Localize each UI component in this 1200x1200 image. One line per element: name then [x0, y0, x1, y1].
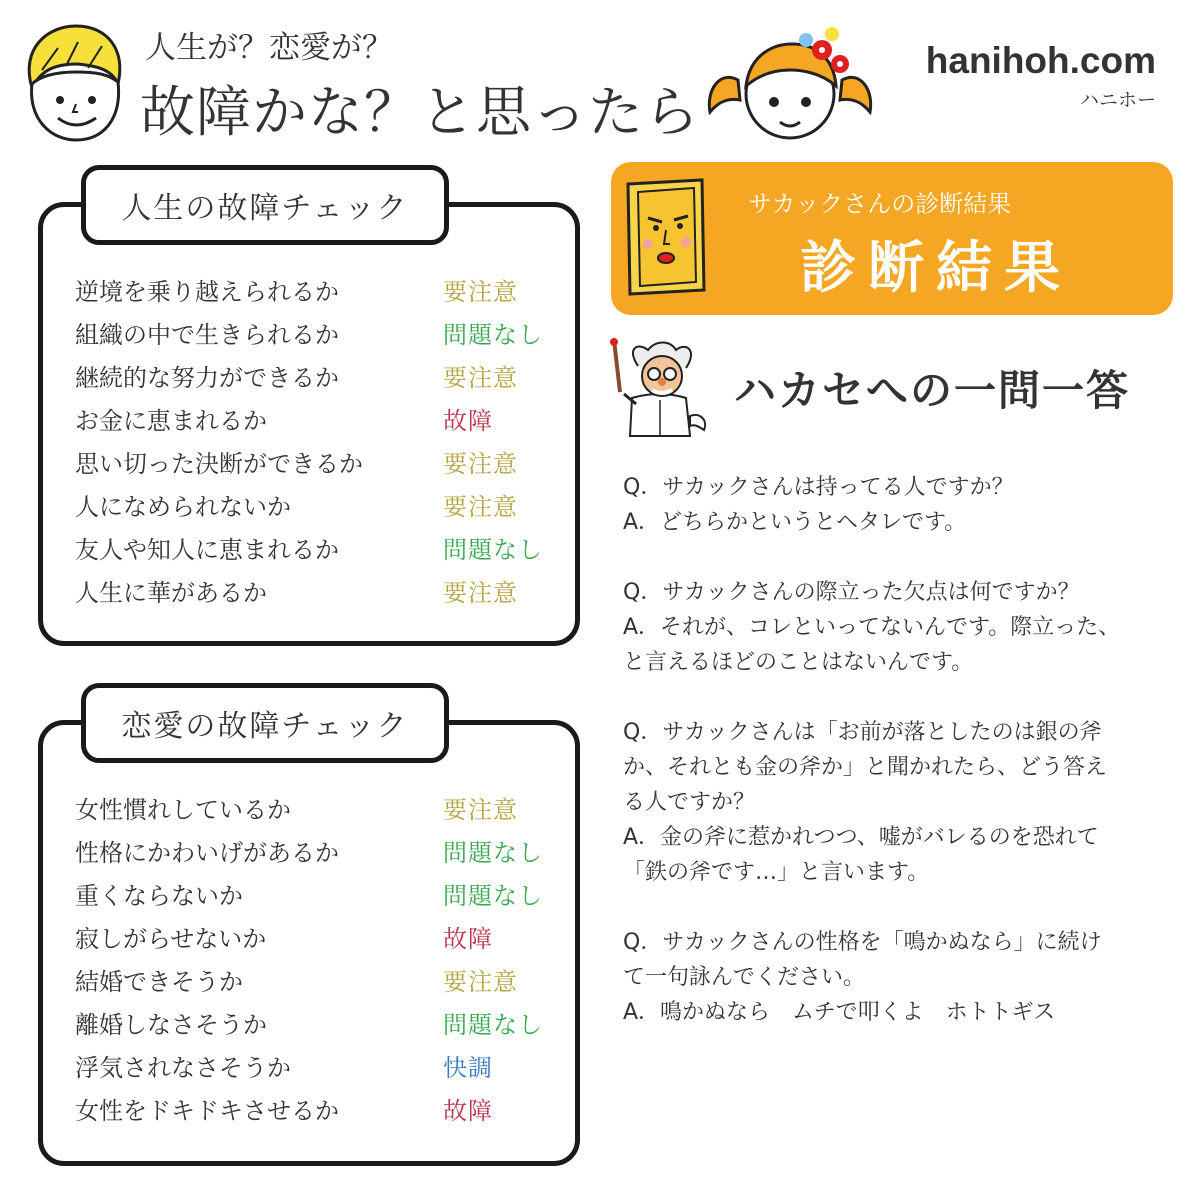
qa-block	[623, 470, 1168, 540]
check-label: 重くならないか	[75, 882, 243, 910]
list-item	[75, 486, 565, 529]
list-item	[75, 443, 565, 486]
check-label: 人になめられないか	[75, 493, 291, 521]
status-badge: 要注意	[443, 278, 518, 306]
list-item	[75, 918, 565, 961]
list-item	[75, 1047, 565, 1090]
qa-line: 「鉄の斧です…」と言います。	[623, 860, 930, 885]
list-item	[75, 357, 565, 400]
result-subtitle: サカックさんの診断結果	[748, 190, 1012, 218]
check-label: 継続的な努力ができるか	[75, 364, 339, 392]
header-subtitle: 人生が？恋愛が？	[145, 30, 393, 66]
qa-line: A．それが、コレといってないんです。際立った、	[623, 615, 1121, 640]
list-item	[75, 572, 565, 615]
qa-line: て一句詠んでください。	[623, 965, 866, 990]
qa-block	[623, 575, 1168, 680]
list-item	[75, 271, 565, 314]
status-badge: 問題なし	[443, 839, 543, 867]
check-label: 浮気されなさそうか	[75, 1054, 291, 1082]
list-item	[75, 529, 565, 572]
check-label: 思い切った決断ができるか	[75, 450, 363, 478]
status-badge: 問題なし	[443, 536, 543, 564]
qa-block	[623, 925, 1168, 1030]
qa-block	[623, 715, 1168, 890]
boy-mascot-icon	[18, 18, 128, 143]
check-label: 女性をドキドキさせるか	[75, 1097, 339, 1125]
qa-line: Q．サカックさんの際立った欠点は何ですか？	[623, 580, 1080, 605]
qa-line: A．鳴かぬなら ムチで叩くよ ホトトギス	[623, 1000, 1056, 1025]
qa-content	[623, 470, 1168, 1065]
status-badge: 故障	[443, 407, 493, 435]
result-title: 診断結果	[800, 236, 1072, 301]
qa-line: る人ですか？	[623, 790, 756, 815]
status-badge: 故障	[443, 925, 493, 953]
status-badge: 故障	[443, 1097, 493, 1125]
status-badge: 要注意	[443, 968, 518, 996]
qa-line: A．金の斧に惹かれつつ、嘘がバレるのを恐れて	[623, 825, 1099, 850]
life-check-panel	[38, 191, 580, 646]
status-badge: 問題なし	[443, 882, 543, 910]
life-check-list	[75, 271, 565, 615]
life-check-title: 人生の故障チェック	[81, 165, 449, 245]
status-badge: 要注意	[443, 364, 518, 392]
check-label: 組織の中で生きられるか	[75, 321, 339, 349]
love-check-panel	[38, 709, 580, 1166]
list-item	[75, 789, 565, 832]
check-label: 女性慣れしているか	[75, 796, 291, 824]
qa-line: Q．サカックさんの性格を「鳴かぬなら」に続け	[623, 930, 1102, 955]
check-label: 結婚できそうか	[75, 968, 243, 996]
header-title: 故障かな？と思ったら	[140, 80, 701, 144]
site-name-kana: ハニホー	[1079, 89, 1156, 111]
status-badge: 快調	[443, 1054, 493, 1082]
status-badge: 要注意	[443, 450, 518, 478]
site-name: hanihoh.com	[925, 40, 1156, 81]
qa-line: と言えるほどのことはないんです。	[623, 650, 974, 675]
list-item	[75, 400, 565, 443]
qa-line: か、それとも金の斧か」と聞かれたら、どう答え	[623, 755, 1108, 780]
list-item	[75, 314, 565, 357]
check-label: 離婚しなさそうか	[75, 1011, 267, 1039]
list-item	[75, 1090, 565, 1133]
status-badge: 要注意	[443, 579, 518, 607]
qa-line: A．どちらかというとヘタレです。	[623, 510, 967, 535]
qa-line: Q．サカックさんは持ってる人ですか？	[623, 475, 1014, 500]
check-label: 逆境を乗り越えられるか	[75, 278, 339, 306]
status-badge: 問題なし	[443, 321, 543, 349]
list-item	[75, 832, 565, 875]
check-label: お金に恵まれるか	[75, 407, 267, 435]
status-badge: 要注意	[443, 796, 518, 824]
check-label: 性格にかわいげがあるか	[75, 839, 339, 867]
check-label: 寂しがらせないか	[75, 925, 267, 953]
list-item	[75, 1004, 565, 1047]
qa-title: ハカセへの一問一答	[734, 366, 1131, 415]
list-item	[75, 961, 565, 1004]
girl-mascot-icon	[700, 20, 880, 140]
check-label: 人生に華があるか	[75, 579, 267, 607]
check-label: 友人や知人に恵まれるか	[75, 536, 339, 564]
love-check-title: 恋愛の故障チェック	[81, 683, 449, 763]
list-item	[75, 875, 565, 918]
sakakku-character-icon	[618, 178, 710, 298]
love-check-list	[75, 789, 565, 1133]
status-badge: 問題なし	[443, 1011, 543, 1039]
professor-character-icon	[608, 338, 712, 438]
qa-line: Q．サカックさんは「お前が落としたのは銀の斧	[623, 720, 1102, 745]
status-badge: 要注意	[443, 493, 518, 521]
